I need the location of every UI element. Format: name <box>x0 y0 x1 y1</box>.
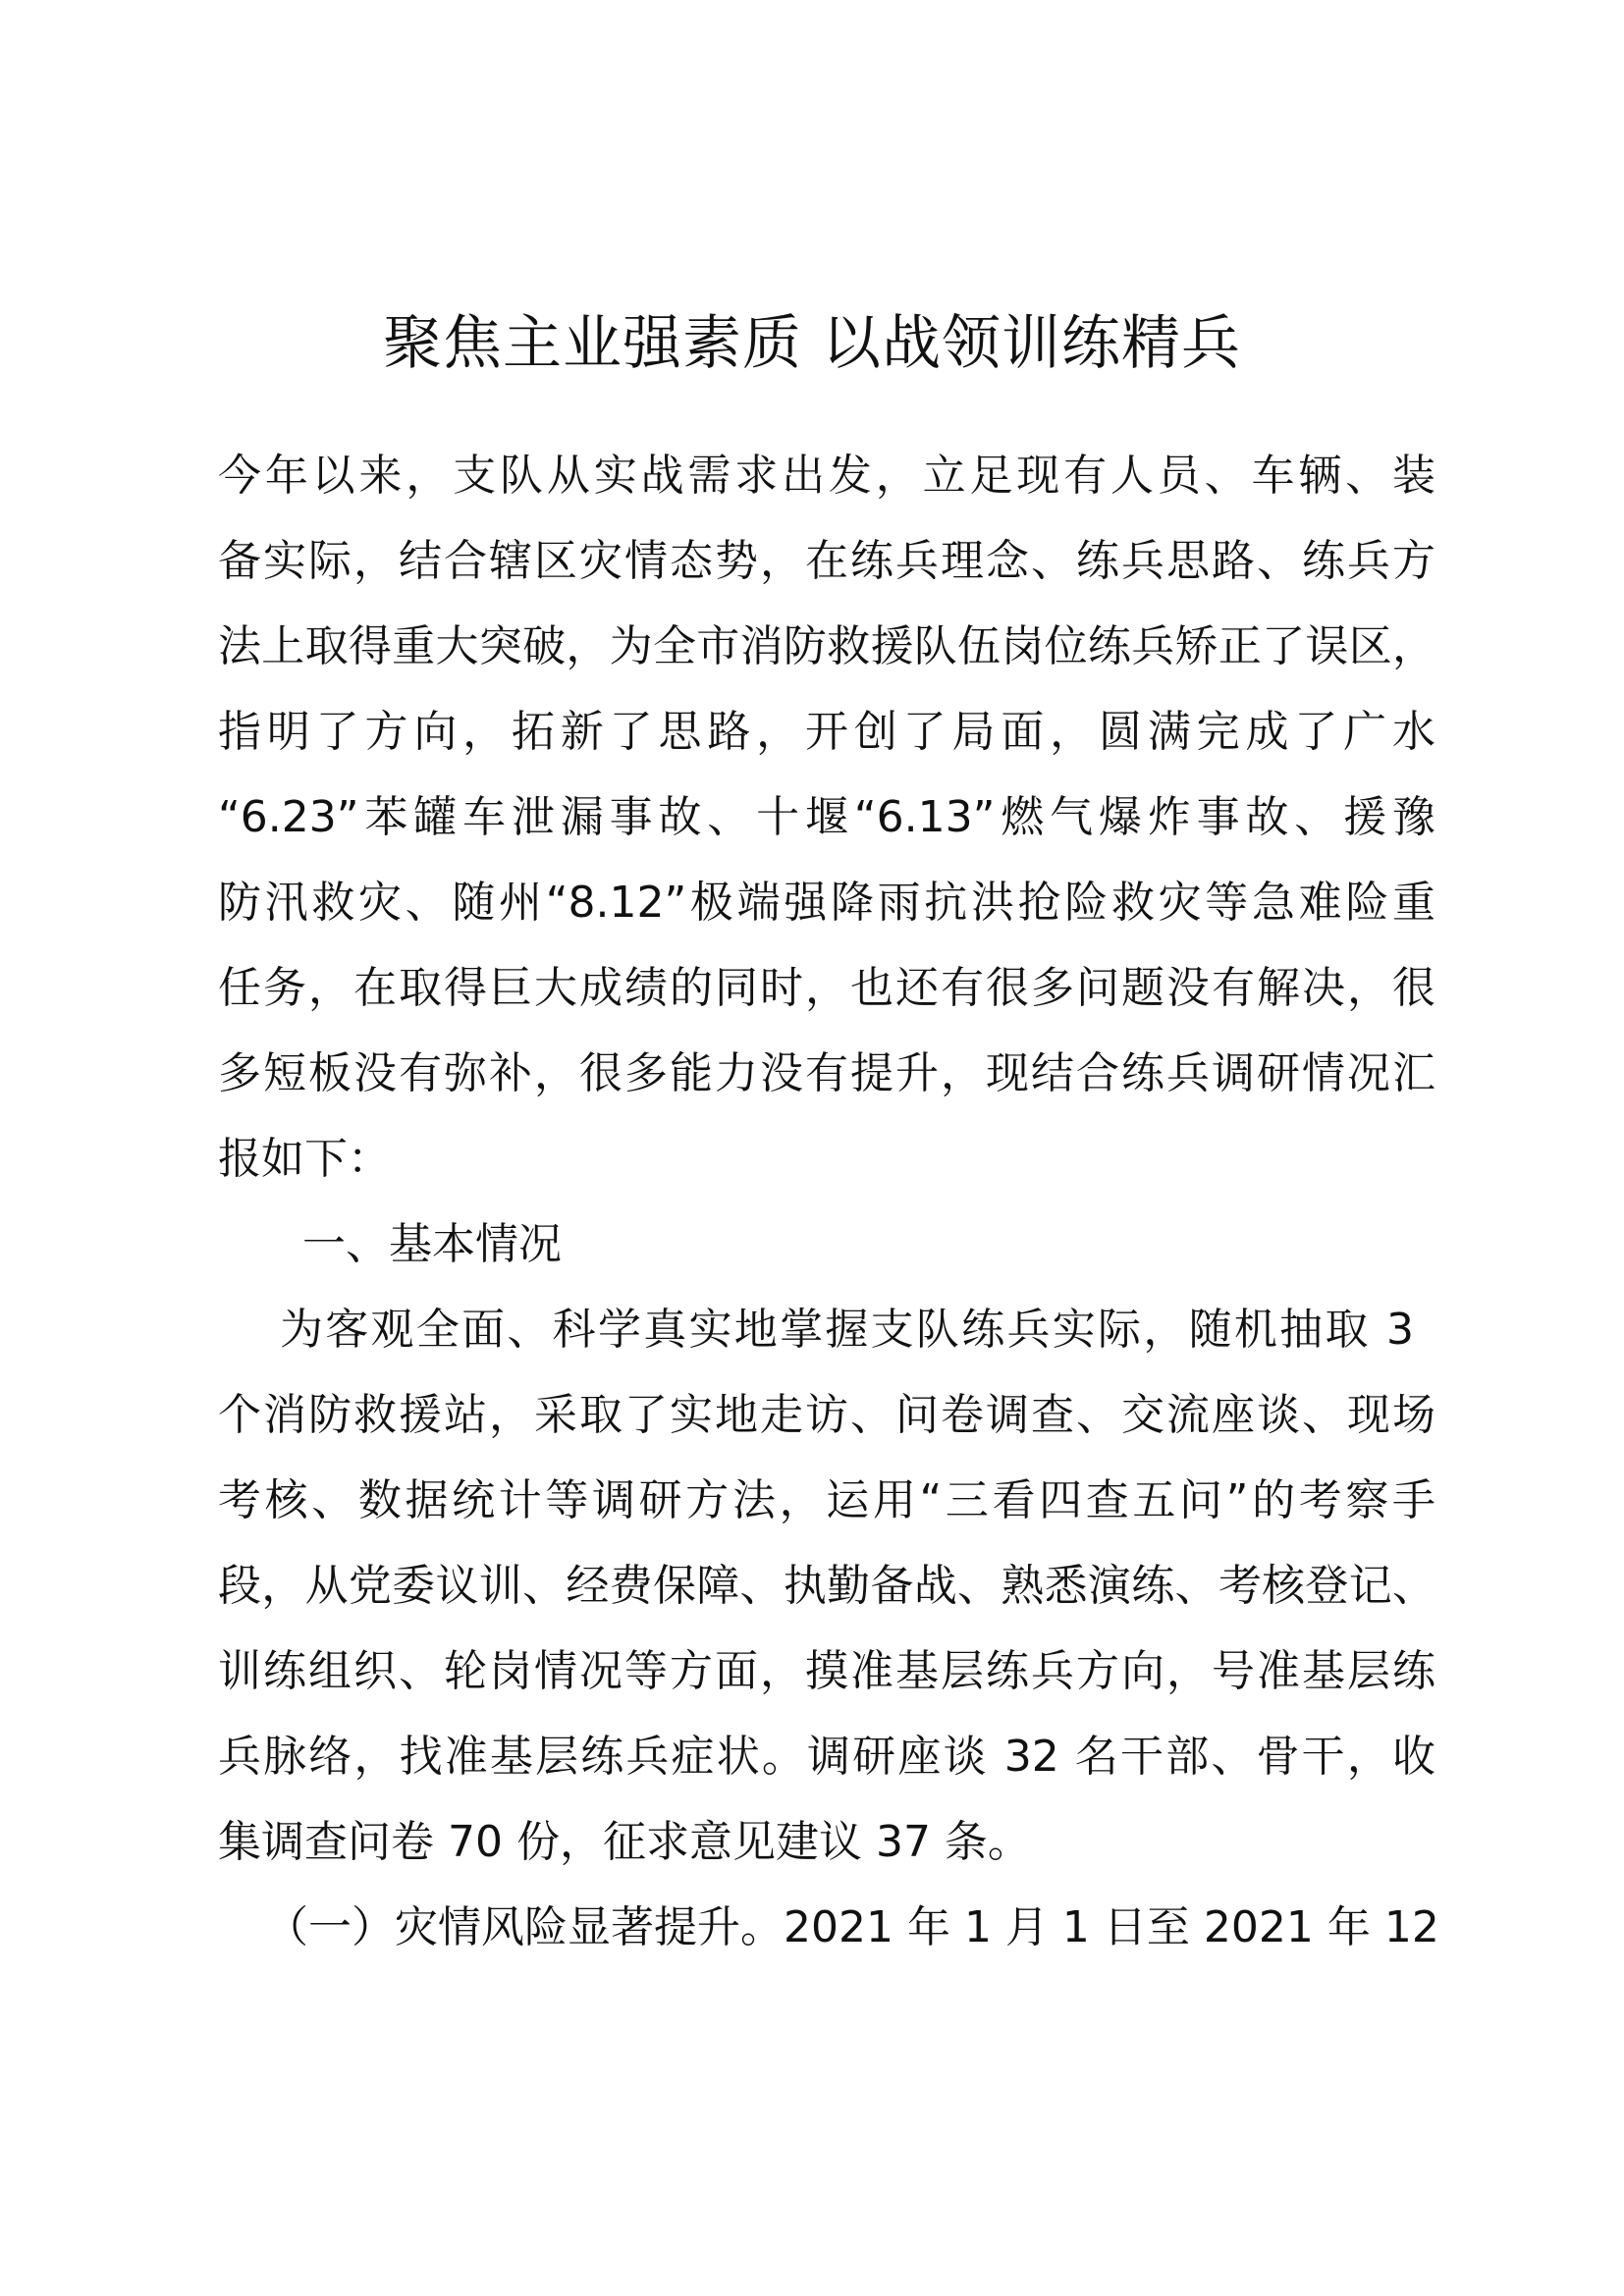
body-line-17: 集调查问卷 70 份，征求意见建议 37 条。 <box>218 1817 1031 1867</box>
body-line-12: 个消防救援站，采取了实地走访、问卷调查、交流座谈、现场 <box>218 1390 1435 1440</box>
body-line-9: 报如下： <box>218 1134 391 1184</box>
body-line-11: 为客观全面、科学真实地掌握支队练兵实际，随机抽取 3 <box>280 1305 1414 1355</box>
section-heading: 一、基本情况 <box>302 1219 562 1269</box>
body-line-15: 训练组织、轮岗情况等方面，摸准基层练兵方向，号准基层练 <box>218 1646 1435 1696</box>
body-line-5: “6.23”苯罐车泄漏事故、十堰“6.13”燃气爆炸事故、援豫 <box>218 792 1435 842</box>
body-line-1: 今年以来，支队从实战需求出发，立足现有人员、车辆、装 <box>218 451 1435 501</box>
body-line-8: 多短板没有弥补，很多能力没有提升，现结合练兵调研情况汇 <box>218 1048 1435 1098</box>
body-line-6: 防汛救灾、随州“8.12”极端强降雨抗洪抢险救灾等急难险重 <box>218 878 1435 928</box>
page-title: 聚焦主业强素质 以战领训练精兵 <box>382 309 1242 378</box>
body-line-2: 备实际，结合辖区灾情态势，在练兵理念、练兵思路、练兵方 <box>218 536 1435 586</box>
body-line-7: 任务，在取得巨大成绩的同时，也还有很多问题没有解决，很 <box>218 963 1435 1013</box>
body-line-14: 段，从党委议训、经费保障、执勤备战、熟悉演练、考核登记、 <box>218 1561 1435 1611</box>
body-line-16: 兵脉络，找准基层练兵症状。调研座谈 32 名干部、骨干，收 <box>218 1732 1435 1782</box>
body-line-3: 法上取得重大突破，为全市消防救援队伍岗位练兵矫正了误区， <box>218 621 1435 671</box>
body-line-13: 考核、数据统计等调研方法，运用“三看四查五问”的考察手 <box>218 1475 1435 1525</box>
body-line-4: 指明了方向，拓新了思路，开创了局面，圆满完成了广水 <box>218 707 1435 757</box>
subsection-line: （一）灾情风险显著提升。2021 年 1 月 1 日至 2021 年 12 <box>265 1902 1439 1952</box>
